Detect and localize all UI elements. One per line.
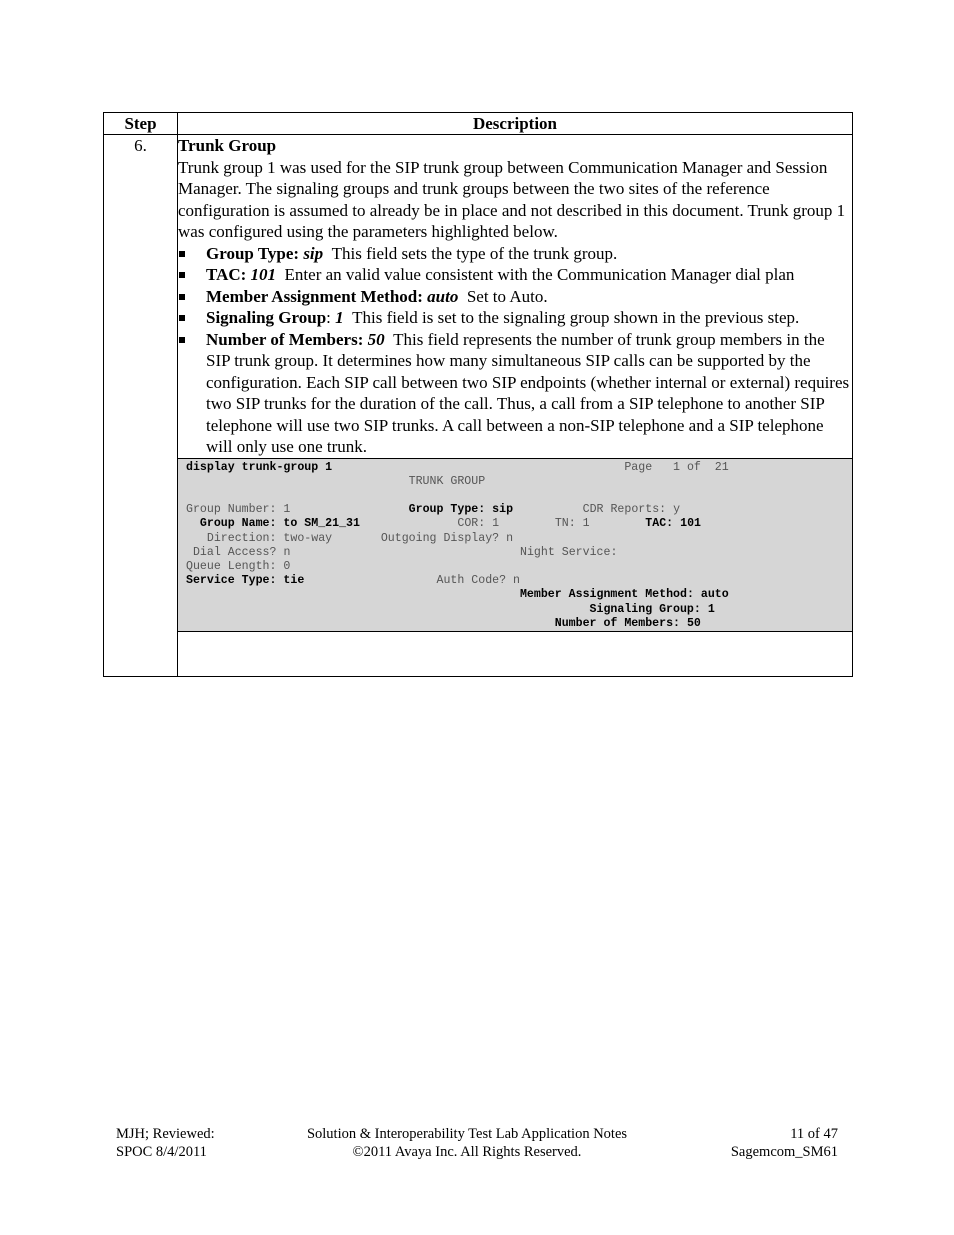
bullet-square-icon xyxy=(179,272,185,278)
list-item xyxy=(178,264,852,286)
service-type-label: Service Type: xyxy=(186,574,277,588)
direction-value: two-way xyxy=(283,531,333,545)
footer-left-line1: MJH; Reviewed: xyxy=(116,1126,215,1142)
cdr-reports-label: CDR Reports: xyxy=(582,503,667,517)
cor-label: COR: xyxy=(457,517,486,531)
list-item xyxy=(178,243,852,265)
step-number: 6. xyxy=(104,135,178,677)
footer-doc-id: Sagemcom_SM61 xyxy=(730,1144,838,1160)
tn-label: TN: xyxy=(554,517,576,531)
bullet-value: sip xyxy=(303,243,324,263)
screen-capture xyxy=(178,458,853,631)
intro-paragraph: Trunk group 1 was used for the SIP trunk group between Communication Manager and Session Manager. The signaling groups and trunk groups between the two sites of the reference configuration is assumed to already be in place and not described in this document. Trunk group 1 was configured using the parameters highlighted below. xyxy=(178,157,846,241)
cor-value: 1 xyxy=(492,517,500,531)
queue-length-value: 0 xyxy=(283,559,291,573)
queue-length-label: Queue Length: xyxy=(186,559,277,573)
bullet-square-icon xyxy=(179,337,185,343)
bullet-label: Number of Members: xyxy=(206,329,364,349)
bullet-label: Group Type: xyxy=(206,243,300,263)
night-service-label: Night Service: xyxy=(520,545,618,559)
description-cell xyxy=(178,135,853,459)
table-header-row xyxy=(104,113,853,135)
footer-center-line2: ©2011 Avaya Inc. All Rights Reserved. xyxy=(352,1144,582,1160)
bullet-text: This field sets the type of the trunk group. xyxy=(331,243,618,263)
member-assignment-label: Member Assignment Method: xyxy=(519,588,694,602)
group-type-value: sip xyxy=(492,503,514,517)
cdr-reports-value: y xyxy=(673,503,681,517)
auth-code-value: n xyxy=(513,574,521,588)
footer-center-line1: Solution & Interoperability Test Lab Application Notes xyxy=(306,1126,628,1142)
tn-value: 1 xyxy=(582,517,590,531)
tac-label: TAC: xyxy=(645,517,674,531)
bullet-square-icon xyxy=(179,251,185,257)
bullet-text: Set to Auto. xyxy=(466,286,548,306)
number-of-members-value: 50 xyxy=(686,616,701,630)
bullet-text: This field is set to the signaling group shown in the previous step. xyxy=(352,308,800,327)
table-row xyxy=(104,135,853,459)
dial-access-label: Dial Access? xyxy=(192,545,277,559)
dial-access-value: n xyxy=(283,545,291,559)
bullet-label: TAC: xyxy=(206,265,247,284)
bullet-text: Enter an valid value consistent with the Communication Manager dial plan xyxy=(284,265,795,284)
step-table xyxy=(103,112,853,677)
group-number-label: Group Number: xyxy=(186,503,277,517)
empty-row xyxy=(104,631,853,676)
auth-code-label: Auth Code? xyxy=(436,574,507,588)
list-item xyxy=(178,307,852,329)
bullet-square-icon xyxy=(179,294,185,300)
bullet-label: Member Assignment Method: xyxy=(206,286,423,306)
screen-page-label: Page 1 of 21 xyxy=(624,460,729,474)
screen-command: display trunk-group 1 xyxy=(186,460,333,474)
group-name-label: Group Name: xyxy=(199,517,277,531)
bullet-text: This field represents the number of trunk group members in the SIP trunk group. It determines how many simultaneous SIP calls can be supported by the configuration. Each SIP call between two SIP endpoints (whether internal or external) requires two SIP trunks for the duration of the call. Thus, a call from a SIP telephone to another SIP telephone will use two SIP trunks. A call between a non-SIP telephone and a SIP telephone will only use one trunk. xyxy=(206,329,850,456)
section-title: Trunk Group xyxy=(178,136,277,155)
service-type-value: tie xyxy=(283,574,305,588)
footer-right xyxy=(731,1125,838,1161)
screen-row xyxy=(104,458,853,631)
empty-cell xyxy=(178,631,853,676)
footer-page-number: 11 of 47 xyxy=(790,1126,838,1142)
list-item xyxy=(178,329,852,458)
parameter-list xyxy=(178,243,852,458)
header-description: Description xyxy=(178,113,853,135)
footer-left-line2: SPOC 8/4/2011 xyxy=(116,1144,207,1160)
group-type-label: Group Type: xyxy=(408,503,486,517)
bullet-square-icon xyxy=(179,315,185,321)
direction-label: Direction: xyxy=(206,531,277,545)
list-item xyxy=(178,286,852,308)
outgoing-display-label: Outgoing Display? xyxy=(380,531,500,545)
header-step: Step xyxy=(104,113,178,135)
number-of-members-label: Number of Members: xyxy=(554,616,680,630)
tac-value: 101 xyxy=(680,517,701,531)
signaling-group-value: 1 xyxy=(707,602,715,616)
group-name-value: to SM_21_31 xyxy=(283,517,360,531)
bullet-value: 50 xyxy=(367,329,385,349)
footer-left xyxy=(116,1125,215,1161)
outgoing-display-value: n xyxy=(506,531,514,545)
signaling-group-label: Signaling Group: xyxy=(589,602,701,616)
bullet-value: auto xyxy=(427,286,459,306)
member-assignment-value: auto xyxy=(700,588,729,602)
screen-form-title: TRUNK GROUP xyxy=(408,474,486,488)
bullet-value: 1 xyxy=(335,308,344,327)
bullet-label: Signaling Group xyxy=(206,308,327,327)
footer-center xyxy=(250,1125,684,1161)
bullet-separator: : xyxy=(326,308,336,327)
group-number-value: 1 xyxy=(283,503,291,517)
bullet-value: 101 xyxy=(250,265,277,284)
